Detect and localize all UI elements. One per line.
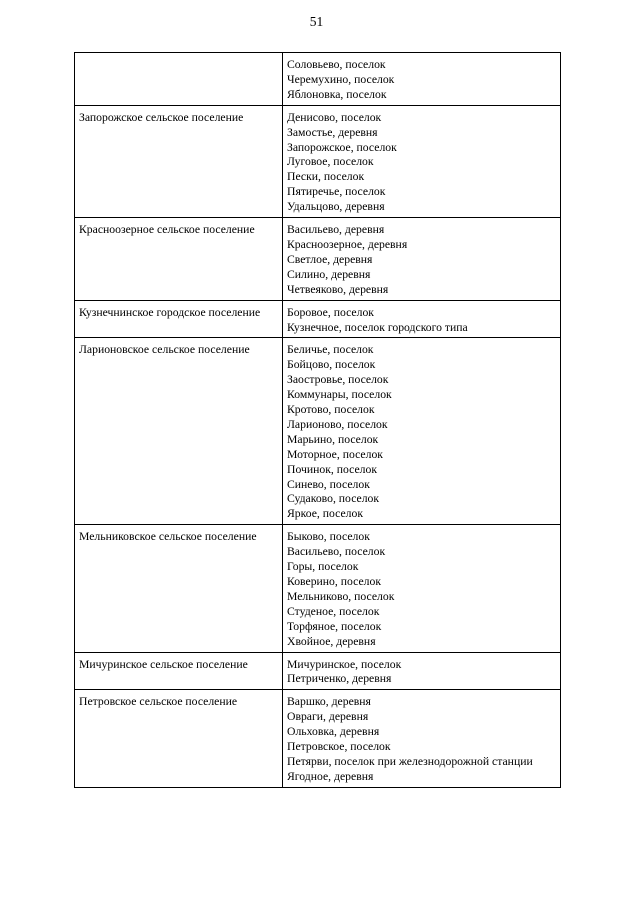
table-row [75, 338, 561, 525]
locality-item: Денисово, поселок [287, 110, 382, 124]
table-row [75, 53, 561, 106]
locality-item: Варшко, деревня [287, 695, 371, 709]
locality-item: Пятиречье, поселок [287, 185, 386, 199]
localities-cell [283, 105, 561, 217]
municipality-cell [75, 105, 283, 217]
locality-item: Боровое, поселок [287, 305, 374, 319]
municipality-name: Кузнечнинское городское поселение [79, 305, 261, 319]
municipality-name: Мельниковское сельское поселение [79, 530, 257, 544]
locality-item: Светлое, деревня [287, 252, 373, 266]
locality-item: Четвеяково, деревня [287, 282, 389, 296]
locality-item: Силино, деревня [287, 267, 371, 281]
municipality-cell [75, 338, 283, 525]
localities-cell [283, 218, 561, 301]
localities-cell [283, 652, 561, 690]
localities-cell [283, 53, 561, 106]
locality-item: Моторное, поселок [287, 447, 383, 461]
locality-item: Красноозерное, деревня [287, 237, 408, 251]
locality-item: Коверино, поселок [287, 575, 381, 588]
locality-item: Яблоновка, поселок [287, 87, 387, 101]
locality-item: Яркое, поселок [287, 507, 364, 521]
locality-item: Петриченко, деревня [287, 672, 392, 686]
locality-item: Черемухино, поселок [287, 72, 395, 86]
locality-item: Коммунары, поселок [287, 388, 392, 402]
municipality-name: Ларионовское сельское поселение [79, 343, 250, 357]
locality-item: Торфяное, поселок [287, 619, 382, 633]
localities-cell [283, 690, 561, 787]
municipality-cell [75, 690, 283, 787]
table-row [75, 105, 561, 217]
municipality-cell [75, 525, 283, 652]
locality-item: Студеное, поселок [287, 604, 380, 618]
locality-item: Горы, поселок [287, 560, 359, 574]
locality-item: Луговое, поселок [287, 155, 374, 169]
page-number: 51 [309, 14, 324, 29]
localities-cell [283, 525, 561, 652]
locality-item: Синево, поселок [287, 477, 370, 491]
table-row [75, 300, 561, 338]
locality-item: Ольховка, деревня [287, 725, 380, 739]
municipality-name: Петровское сельское поселение [79, 695, 238, 709]
locality-item: Ларионово, поселок [287, 417, 388, 431]
locality-item: Беличье, поселок [287, 343, 374, 357]
municipality-cell [75, 300, 283, 338]
locality-item: Бойцово, поселок [287, 358, 376, 372]
locality-item: Заостровье, поселок [287, 373, 389, 387]
locality-item: Судаково, поселок [287, 492, 380, 506]
table-row [75, 690, 561, 787]
municipality-name: Красноозерное сельское поселение [79, 223, 255, 237]
locality-item: Овраги, деревня [287, 710, 369, 724]
municipality-cell [75, 652, 283, 690]
locality-item: Запорожское, поселок [287, 140, 397, 154]
table-row [75, 525, 561, 652]
locality-item: Кузнечное, поселок городского типа [287, 320, 468, 334]
locality-item: Марьино, поселок [287, 432, 379, 446]
locality-item: Мельниково, поселок [287, 589, 395, 603]
locality-item: Быково, поселок [287, 530, 370, 544]
locality-item: Кротово, поселок [287, 403, 375, 417]
locality-item: Удальцово, деревня [287, 200, 385, 214]
locality-item: Пески, поселок [287, 170, 365, 184]
table-row [75, 652, 561, 690]
municipality-cell [75, 53, 283, 106]
localities-cell [283, 338, 561, 525]
locality-item: Ягодное, деревня [287, 769, 374, 783]
municipality-name: Мичуринское сельское поселение [79, 657, 248, 671]
settlements-table [74, 52, 561, 788]
locality-item: Васильево, деревня [287, 223, 385, 237]
municipality-cell [75, 218, 283, 301]
locality-item: Хвойное, деревня [287, 634, 376, 648]
locality-item: Починок, поселок [287, 462, 377, 476]
locality-item: Замостье, деревня [287, 125, 378, 139]
table-body [75, 53, 561, 788]
locality-item: Петярви, поселок при железнодорожной станции [287, 754, 533, 768]
localities-cell [283, 300, 561, 338]
locality-item: Мичуринское, поселок [287, 657, 402, 671]
table-row [75, 218, 561, 301]
locality-item: Васильево, поселок [287, 545, 386, 559]
municipality-name: Запорожское сельское поселение [79, 110, 244, 124]
locality-item: Соловьево, поселок [287, 58, 386, 71]
locality-item: Петровское, поселок [287, 740, 391, 754]
